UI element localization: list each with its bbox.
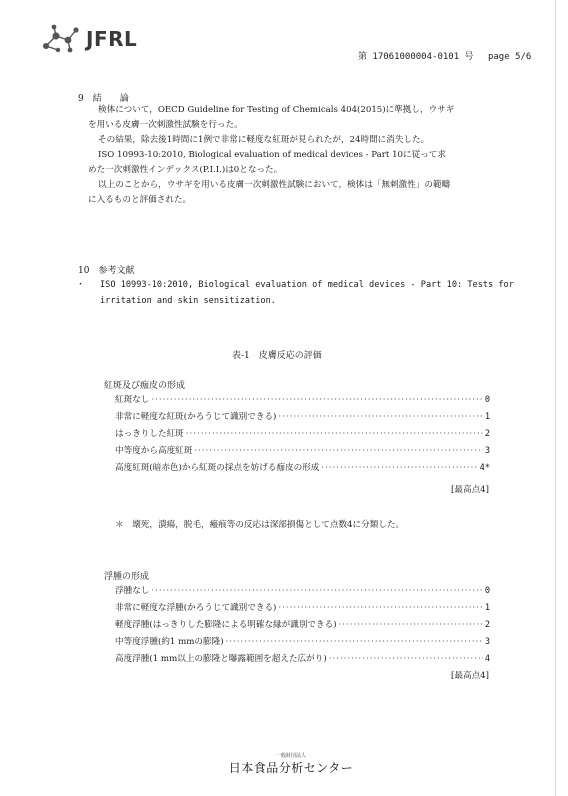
reference-entry bbox=[100, 277, 540, 309]
edema-score-list bbox=[115, 584, 490, 669]
leader-dots bbox=[329, 654, 483, 664]
score-value: 2 bbox=[484, 620, 490, 630]
leader-dots bbox=[278, 603, 482, 613]
score-label: 紅斑なし bbox=[115, 395, 150, 405]
conclusion-line-6: 以上のことから，ウサギを用いる皮膚一次刺激性試験において，検体は「無刺激性」の範疇 bbox=[98, 180, 451, 190]
erythema-max-score: [最高点4] bbox=[451, 485, 489, 495]
erythema-row bbox=[115, 410, 490, 427]
section-9-title: 9 結 論 bbox=[78, 94, 129, 104]
jfrl-logo bbox=[40, 22, 158, 56]
erythema-row bbox=[115, 427, 490, 444]
score-label: 軽度浮腫(はっきりした膨隆による明確な縁が識別できる) bbox=[115, 620, 337, 630]
edema-row bbox=[115, 618, 490, 635]
erythema-group-title: 紅斑及び痂皮の形成 bbox=[104, 381, 186, 391]
conclusion-line-2: を用いる皮膚一次刺激性試験を行った。 bbox=[88, 120, 243, 130]
document-reference: 第 17061000004-0101 号 page 5/6 bbox=[358, 52, 532, 62]
score-value: 0 bbox=[484, 586, 490, 596]
erythema-row bbox=[115, 444, 490, 461]
leader-dots bbox=[194, 446, 482, 456]
score-label: 非常に軽度な浮腫(かろうじて識別できる) bbox=[115, 603, 277, 613]
score-label: 高度浮腫(1 mm以上の膨隆と曝露範囲を超えた広がり) bbox=[115, 654, 327, 664]
footer-small-text: 一般財団法人 bbox=[275, 753, 306, 759]
score-value: 2 bbox=[484, 429, 490, 439]
reference-line-1: ISO 10993-10:2010, Biological evaluation of medical devices - Part 10: Tests for bbox=[100, 280, 514, 290]
table-footnote: ＊ 壊死，潰瘍，脱毛，瘢痕等の反応は深部損傷として点数4に分類した。 bbox=[115, 520, 405, 530]
score-label: 中等度浮腫(約1 mmの膨隆) bbox=[115, 637, 224, 647]
score-label: 高度紅斑(暗赤色)から紅斑の採点を妨げる痂皮の形成 bbox=[115, 463, 320, 473]
conclusion-line-1: 検体について，OECD Guideline for Testing of Chemicals 404(2015)に準拠し，ウサギ bbox=[98, 105, 455, 115]
conclusion-line-5: めた一次刺激性インデックス(P.I.I.)は0となった。 bbox=[88, 165, 283, 175]
leader-dots bbox=[151, 586, 482, 596]
leader-dots bbox=[226, 637, 483, 647]
conclusion-line-4: ISO 10993-10:2010, Biological evaluation of medical devices - Part 10に従って求 bbox=[98, 150, 446, 160]
edema-row bbox=[115, 601, 490, 618]
score-value: 3 bbox=[484, 637, 490, 647]
conclusion-line-7: に入るものと評価された。 bbox=[88, 195, 192, 205]
leader-dots bbox=[186, 429, 483, 439]
logo-text: JFRL bbox=[86, 27, 138, 51]
score-value: 1 bbox=[484, 603, 490, 613]
edema-row bbox=[115, 652, 490, 669]
score-label: 中等度から高度紅斑 bbox=[115, 446, 193, 456]
edema-max-score: [最高点4] bbox=[451, 671, 489, 681]
conclusion-line-3: その結果，除去後1時間に1例で非常に軽度な紅斑が見られたが，24時間に消失した。 bbox=[98, 135, 430, 145]
score-value: 0 bbox=[484, 395, 490, 405]
edema-group-title: 浮腫の形成 bbox=[104, 572, 150, 582]
reference-bullet: ・ bbox=[76, 280, 86, 290]
footer-organization-logo bbox=[226, 752, 356, 776]
score-value: 4* bbox=[479, 463, 490, 473]
erythema-row bbox=[115, 461, 490, 478]
edema-row bbox=[115, 584, 490, 601]
leader-dots bbox=[151, 395, 482, 405]
score-label: はっきりした紅斑 bbox=[115, 429, 184, 439]
score-label: 浮腫なし bbox=[115, 586, 150, 596]
score-value: 4 bbox=[484, 654, 490, 664]
score-value: 3 bbox=[484, 446, 490, 456]
section-10-title: 10 参考文献 bbox=[78, 266, 135, 276]
erythema-row bbox=[115, 393, 490, 410]
reference-line-2: irritation and skin sensitization. bbox=[100, 296, 276, 306]
score-value: 1 bbox=[484, 412, 490, 422]
leader-dots bbox=[278, 412, 482, 422]
page-edge bbox=[555, 0, 556, 796]
table-caption: 表-1 皮膚反応の評価 bbox=[232, 351, 322, 361]
score-label: 非常に軽度な紅斑(かろうじて識別できる) bbox=[115, 412, 277, 422]
section-9-body bbox=[88, 103, 538, 208]
footer-organization-name: 日本食品分析センター bbox=[228, 761, 354, 775]
edema-row bbox=[115, 635, 490, 652]
erythema-score-list bbox=[115, 393, 490, 478]
leader-dots bbox=[321, 463, 477, 473]
leader-dots bbox=[339, 620, 483, 630]
logo-molecule-icon bbox=[40, 24, 82, 54]
